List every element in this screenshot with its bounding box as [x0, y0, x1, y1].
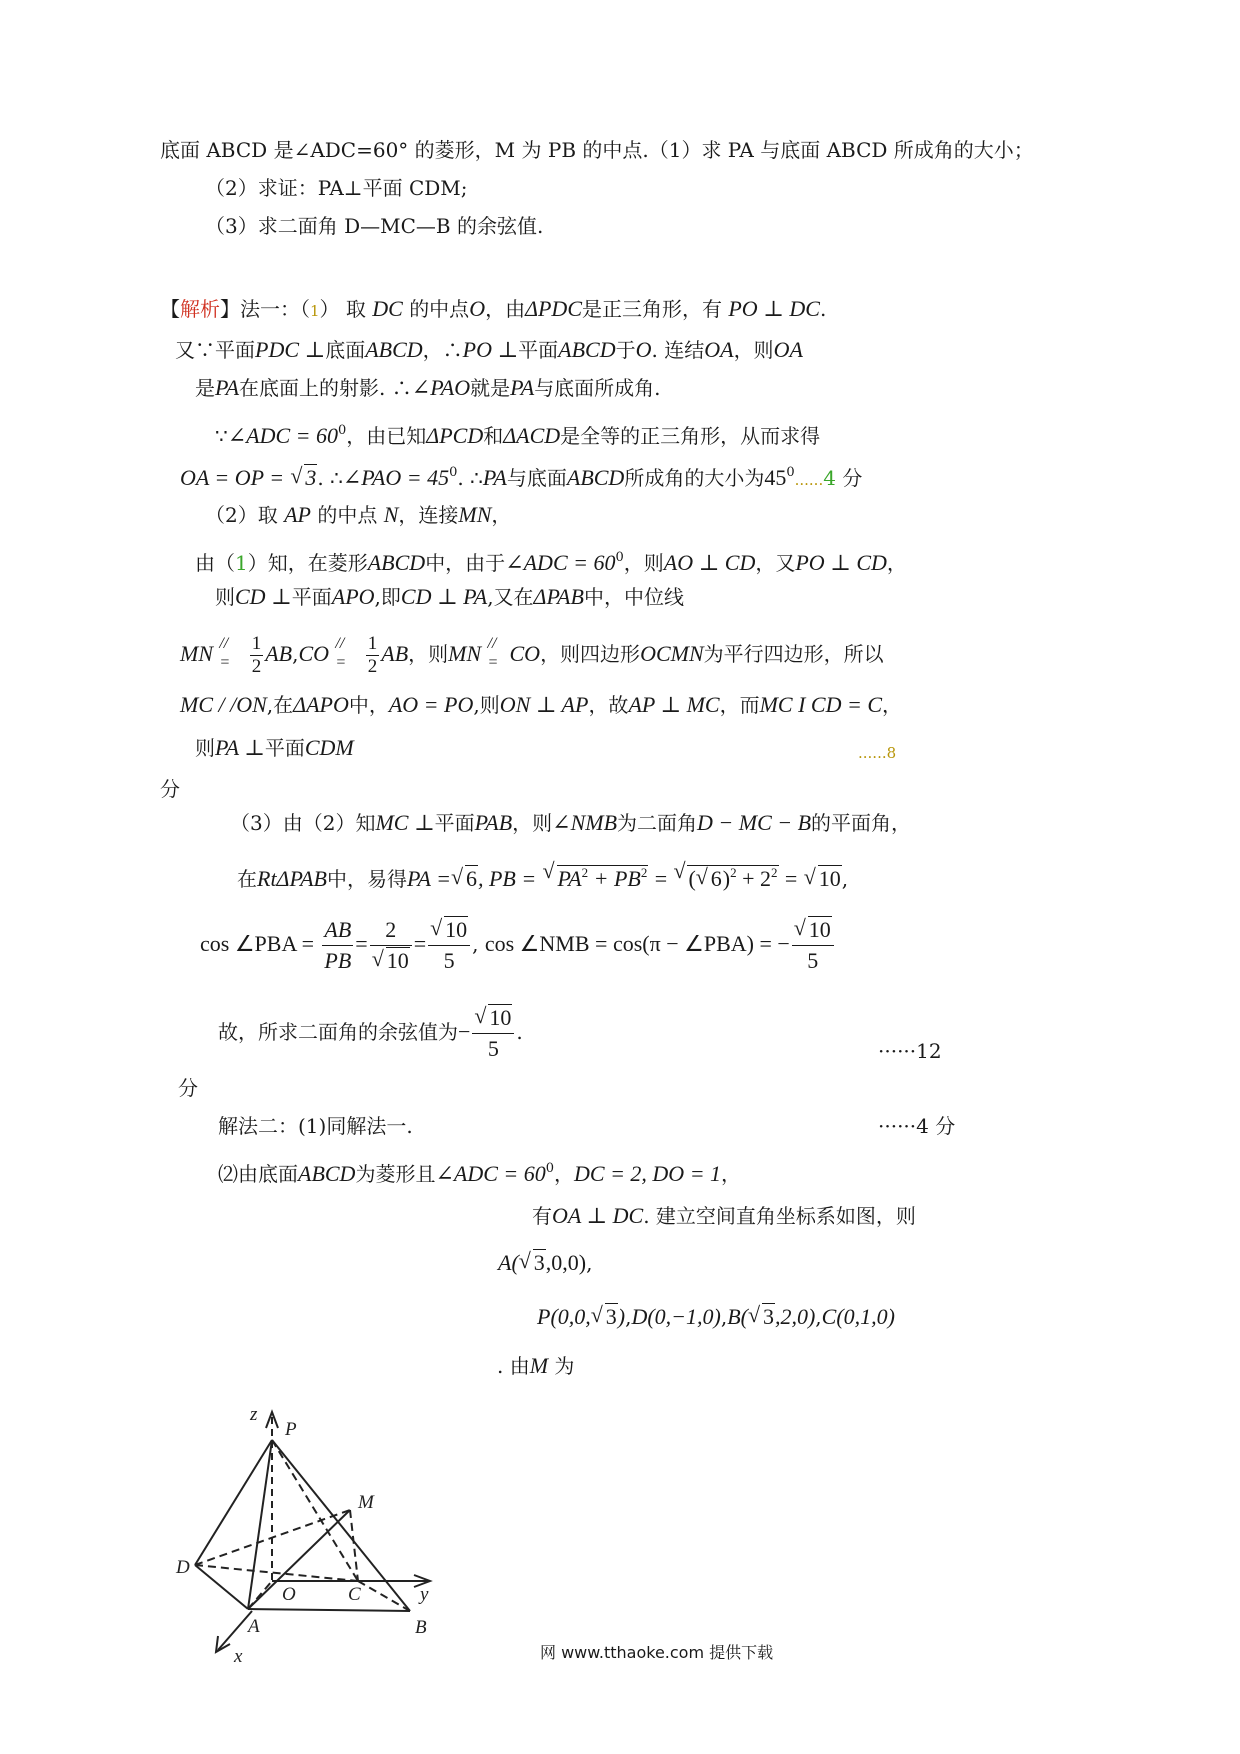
solution-line-9: MN // = $\frac{1}{2}$ AB,CO // = $\frac{1}{2}$ AB，则MN // = CO，则四边形OCMN为平行四边形，所以: [180, 624, 884, 684]
fraction-one-half: $\frac{1}{2}$: [367, 633, 378, 677]
label-a: A: [248, 1616, 260, 1637]
solution-line-11: 则PA ⊥平面CDM: [195, 735, 354, 760]
edge-pc: [272, 1440, 358, 1581]
edge-dc: [195, 1565, 358, 1581]
solution-line-2: 又∵平面PDC ⊥底面ABCD，∴PO ⊥平面ABCD于O. 连结OA，则OA: [175, 337, 803, 362]
problem-line-2: （2）求证：PA⊥平面 CDM;: [205, 176, 468, 200]
parallel-equal-sign: // =: [219, 635, 231, 671]
label-z: z: [250, 1404, 258, 1425]
solution-line-21: A(√ 3,0,0),: [498, 1250, 592, 1276]
score-8: ......8: [858, 744, 897, 762]
x-axis: [218, 1611, 252, 1650]
edge-cb: [358, 1581, 410, 1611]
solution-line-6: （2）取 AP 的中点 N，连接MN，: [205, 502, 512, 527]
fraction-2-sqrt10: 2 √ 10: [370, 915, 412, 976]
score-8-unit: 分: [160, 777, 180, 801]
label-d: D: [176, 1557, 190, 1578]
label-x: x: [234, 1646, 243, 1667]
problem-line-3: （3）求二面角 D—MC—B 的余弦值.: [205, 214, 544, 238]
edge-da: [195, 1565, 248, 1609]
solution-line-7: 由（1）知，在菱形ABCD中，由于∠ADC = $60^0$，则AO ⊥ CD，又PO ⊥ CD，: [195, 550, 907, 575]
solution-line-5: OA = OP = √ 3. ∴∠PAO = $45^0$. ∴PA与底面ABCD所成角的大小为$45^0......4$ 分: [180, 460, 862, 493]
score-4: ······4 分: [878, 1114, 956, 1138]
solution-line-20: 有OA ⊥ DC. 建立空间直角坐标系如图，则: [532, 1203, 916, 1228]
problem-line-1: 底面 ABCD 是∠ADC=60° 的菱形，M 为 PB 的中点.（1）求 PA 与底面 ABCD 所成角的大小；: [160, 138, 1034, 162]
edge-pa: [248, 1440, 272, 1609]
score-12: ······12: [878, 1039, 942, 1063]
solution-tag: 【解析】: [160, 297, 240, 321]
edge-ab: [248, 1609, 410, 1611]
label-p: P: [285, 1419, 297, 1440]
solution-line-22: P(0,0,√ 3),D(0,−1,0),B(√ 3,2,0),C(0,1,0): [537, 1304, 895, 1330]
solution-line-14: 在RtΔPAB中，易得PA =√ 6, PB = √ $PA^2 + PB^2$ = √ (√ $6)^2 + 2^2$ = √ 10,: [237, 860, 848, 892]
solution-line-10: MC / /ON,在ΔAPO中，AO = PO,则ON ⊥ AP，故AP ⊥ MC，而MC I CD = C，: [180, 692, 903, 717]
footer-watermark: 网 www.tthaoke.com 提供下载: [540, 1643, 774, 1662]
solution-line-23: . 由M 为: [497, 1353, 575, 1378]
fraction-sqrt10-5: √ $\frac{10}{5}$: [792, 915, 834, 976]
edge-am: [248, 1510, 350, 1609]
label-y: y: [420, 1584, 429, 1605]
solution-line-1: 【解析】法一：（1） 取 DC 的中点O，由ΔPDC是正三角形，有 PO ⊥ DC.: [160, 296, 827, 321]
fraction-sqrt10-5: √ $\frac{10}{5}$: [428, 915, 470, 976]
solution-line-15: cos ∠PBA = $\frac{AB}{PB}$ = 2 √ 10 = √ $\frac{10}{5}$ , cos ∠NMB = cos(π − ∠PBA) = − √ $\frac{10}{5}$: [200, 912, 836, 976]
fraction-one-half: $\frac{1}{2}$: [251, 633, 262, 677]
fraction-ab-pb: $\frac{AB}{PB}$: [324, 917, 352, 973]
solution-line-16: 故，所求二面角的余弦值为− √ $\frac{10}{5}$ .: [218, 1000, 523, 1064]
solution-line-19: ⑵由底面ABCD为菱形且∠ADC = $60^0$，DC = 2, DO = 1，: [218, 1161, 742, 1186]
fraction-sqrt10-5: √ $\frac{10}{5}$: [472, 1003, 514, 1064]
solution-line-3: 是PA在底面上的射影. ∴∠PAO就是PA与底面所成角.: [195, 375, 661, 400]
edge-pd: [195, 1440, 272, 1565]
label-m: M: [358, 1492, 374, 1513]
label-c: C: [348, 1584, 361, 1605]
solution-line-13: （3）由（2）知MC ⊥平面PAB，则∠NMB为二面角D − MC − B的平面角，: [230, 810, 912, 835]
solution-line-18: 解法二：(1)同解法一.: [218, 1114, 413, 1138]
solution-line-4: ∵∠ADC = $60^0$，由已知ΔPCD和ΔACD是全等的正三角形，从而求得: [215, 423, 821, 448]
pyramid-figure: [176, 1400, 480, 1667]
parallel-equal-sign: // =: [335, 635, 347, 671]
label-o: O: [282, 1584, 296, 1605]
label-b: B: [415, 1617, 427, 1638]
score-12-unit: 分: [178, 1076, 198, 1100]
solution-line-8: 则CD ⊥平面APO,即CD ⊥ PA,又在ΔPAB中，中位线: [215, 584, 684, 609]
parallel-equal-sign: // =: [487, 635, 499, 671]
